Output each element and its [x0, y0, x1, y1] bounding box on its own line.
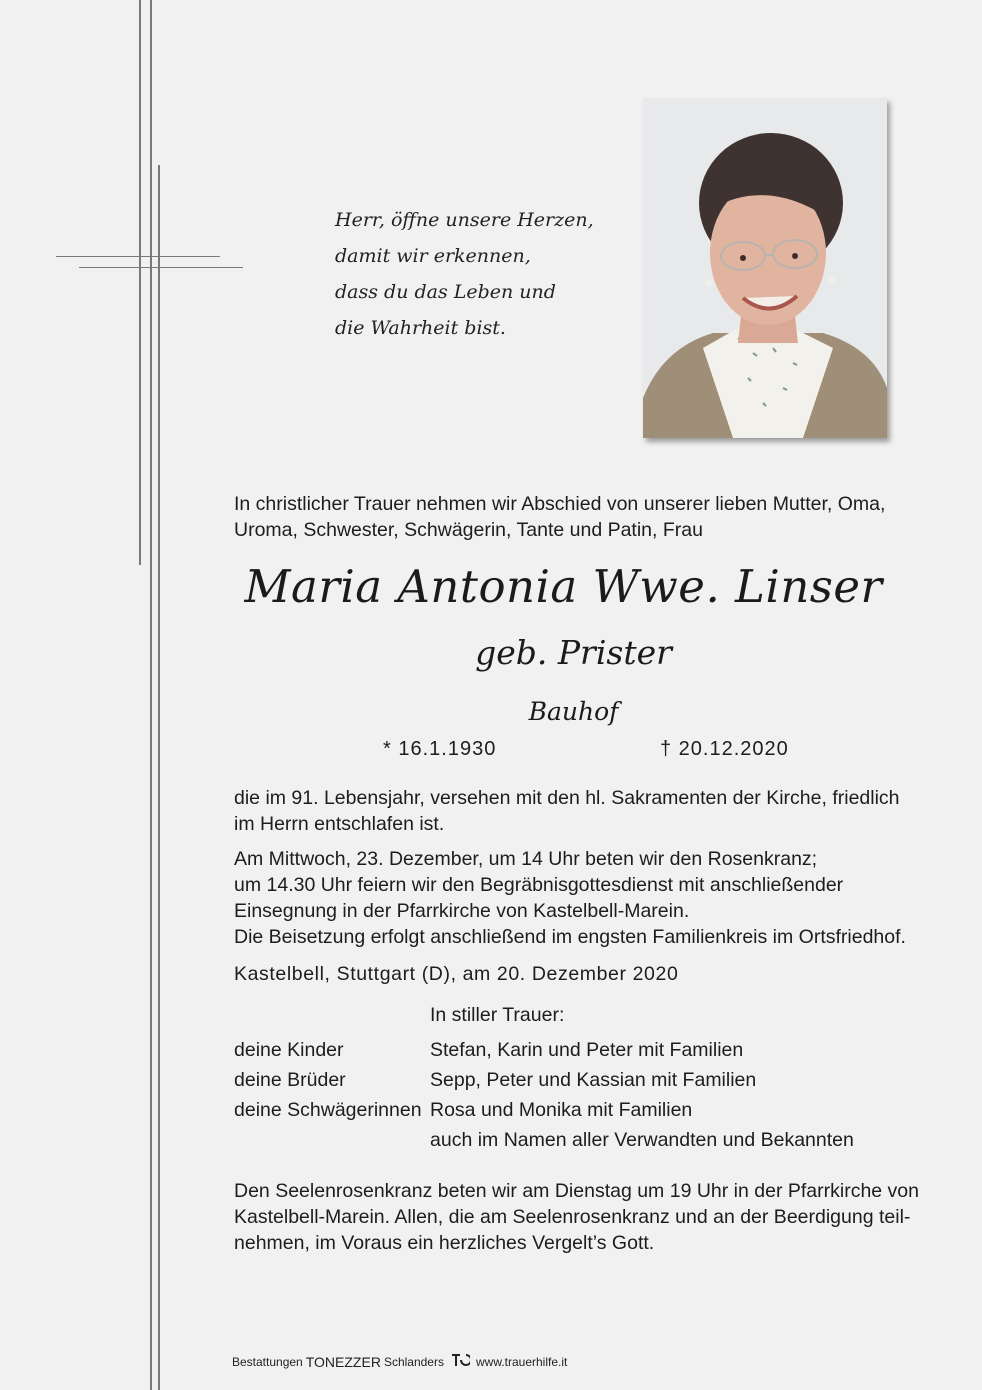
portrait-photo — [643, 98, 887, 438]
mourner-relation: deine Kinder — [234, 1039, 344, 1061]
footer-website-link[interactable]: www.trauerhilfe.it — [475, 1354, 568, 1369]
paragraph-line: im Herrn entschlafen ist. — [234, 813, 445, 835]
verse-line: Herr, öffne unsere Herzen, — [335, 209, 594, 231]
deceased-name: Maria Antonia Wwe. Linser — [244, 560, 883, 613]
intro-line: In christlicher Trauer nehmen wir Abschied von unserer lieben Mutter, Oma, — [234, 493, 886, 515]
footer — [232, 1352, 567, 1371]
mourner-relation: deine Brüder — [234, 1069, 346, 1091]
closing-text — [234, 1178, 924, 1256]
closing-line: nehmen, im Voraus ein herzliches Vergelt’s Gott. — [234, 1232, 655, 1254]
border-line-right — [150, 0, 152, 1390]
mourner-names: Rosa und Monika mit Familien — [430, 1099, 693, 1121]
closing-line: Den Seelenrosenkranz beten wir am Dienstag um 19 Uhr in der Pfarrkirche von — [234, 1180, 919, 1202]
death-date: † 20.12.2020 — [660, 738, 789, 760]
birth-date: * 16.1.1930 — [383, 738, 497, 760]
mourner-names: Sepp, Peter und Kassian mit Familien — [430, 1069, 757, 1091]
mourning-heading: In stiller Trauer: — [430, 1004, 565, 1026]
verse-line: die Wahrheit bist. — [335, 317, 506, 339]
paragraph-line: die im 91. Lebensjahr, versehen mit den hl. Sakramenten der Kirche, friedlich — [234, 787, 900, 809]
paragraph-death — [234, 785, 924, 837]
location-date: Kastelbell, Stuttgart (D), am 20. Dezember 2020 — [234, 963, 679, 985]
birth-name: geb. Prister — [475, 633, 672, 672]
footer-company: TONEZZER — [305, 1353, 381, 1370]
intro-text — [234, 491, 924, 543]
closing-line: Kastelbell-Marein. Allen, die am Seelenrosenkranz und an der Beerdigung teil- — [234, 1206, 911, 1228]
paragraph-line: Einsegnung in der Pfarrkirche von Kastelbell-Marein. — [234, 900, 690, 922]
mourner-names: auch im Namen aller Verwandten und Bekannten — [430, 1129, 854, 1151]
verse — [335, 202, 594, 346]
intro-line: Uroma, Schwester, Schwägerin, Tante und Patin, Frau — [234, 519, 703, 541]
mourner-names: Stefan, Karin und Peter mit Familien — [430, 1039, 744, 1061]
footer-town: Schlanders — [383, 1354, 444, 1369]
verse-line: dass du das Leben und — [335, 281, 556, 303]
verse-line: damit wir erkennen, — [335, 245, 531, 267]
mourner-relation: deine Schwägerinnen — [234, 1099, 422, 1121]
paragraph-line: Die Beisetzung erfolgt anschließend im engsten Familienkreis im Ortsfriedhof. — [234, 926, 906, 948]
paragraph-funeral — [234, 846, 924, 950]
paragraph-line: Am Mittwoch, 23. Dezember, um 14 Uhr beten wir den Rosenkranz; — [234, 848, 818, 870]
place-name: Bauhof — [528, 697, 619, 726]
border-line-left — [139, 0, 141, 565]
footer-prefix: Bestattungen — [232, 1354, 303, 1369]
trauerhilfe-logo-icon — [450, 1352, 470, 1371]
paragraph-line: um 14.30 Uhr feiern wir den Begräbnisgottesdienst mit anschließender — [234, 874, 844, 896]
